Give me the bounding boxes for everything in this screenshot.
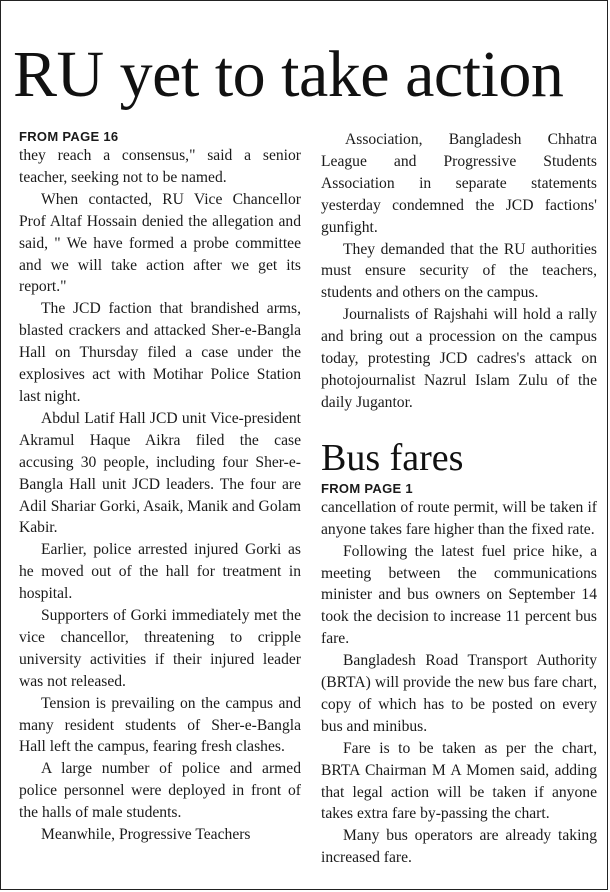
continuation-kicker: FROM PAGE 16 [19, 129, 119, 144]
article-paragraph: Journalists of Rajshahi will hold a rally and bring out a procession on the campus today, protesting JCD cadres's attack on photojournalist Nazrul Islam Zulu of the daily Jugantor. [321, 306, 597, 411]
article-paragraph: Earlier, police arrested injured Gorki as he moved out of the hall for treatment in hospital. [19, 541, 301, 603]
right-column [321, 129, 597, 869]
bus-fares-headline: Bus fares [321, 436, 464, 479]
article-paragraph: A large number of police and armed police personnel were deployed in front of the halls of male students. [19, 760, 301, 822]
left-column [19, 129, 301, 846]
article-paragraph: Fare is to be taken as per the chart, BRTA Chairman M A Momen said, adding that legal action will be taken if anyone takes extra fare by-passing the chart. [321, 739, 597, 823]
bus-fares-kicker: FROM PAGE 1 [321, 480, 413, 496]
article-paragraph: When contacted, RU Vice Chancellor Prof Altaf Hossain denied the allegation and said, " We have formed a probe committee and we will take action after we get its report." [19, 190, 301, 296]
article-paragraph: Abdul Latif Hall JCD unit Vice-president Akramul Haque Aikra filed the case accusing 30 people, including four Sher-e-Bangla Hall unit JCD leaders. The four are Adil Shariar Gorki, Asaik, Manik and Golam Kabir. [19, 409, 301, 537]
article-paragraph: Meanwhile, Progressive Teachers [41, 826, 251, 844]
article-paragraph: cancellation of route permit, will be taken if anyone takes fare higher than the fixed rate. [321, 498, 597, 538]
article-paragraph: Many bus operators are already taking increased fare. [321, 827, 597, 867]
article-paragraph: The JCD faction that brandished arms, blasted crackers and attacked Sher-e-Bangla Hall on Thursday filed a case under the explosives act with Motihar Police Station last night. [19, 300, 301, 405]
article-paragraph: they reach a consensus," said a senior teacher, seeking not to be named. [19, 147, 301, 186]
article-paragraph: Association, Bangladesh Chhatra League and Progressive Students Association in separate statements yesterday condemned the JCD factions' gunfight. [321, 131, 597, 236]
article-paragraph: Following the latest fuel price hike, a meeting between the communications minister and bus owners on September 14 took the decision to increase 11 percent bus fare. [321, 542, 597, 648]
article-paragraph: They demanded that the RU authorities must ensure security of the teachers, students and others on the campus. [321, 240, 597, 302]
article-paragraph: Tension is prevailing on the campus and many resident students of Sher-e-Bangla Hall left the campus, fearing fresh clashes. [19, 694, 301, 756]
main-headline: RU yet to take action [13, 38, 564, 111]
article-paragraph: Bangladesh Road Transport Authority (BRTA) will provide the new bus fare chart, copy of which has to be posted on every bus and minibus. [321, 652, 597, 735]
article-paragraph: Supporters of Gorki immediately met the vice chancellor, threatening to cripple university activities if their injured leader was not released. [19, 607, 301, 690]
